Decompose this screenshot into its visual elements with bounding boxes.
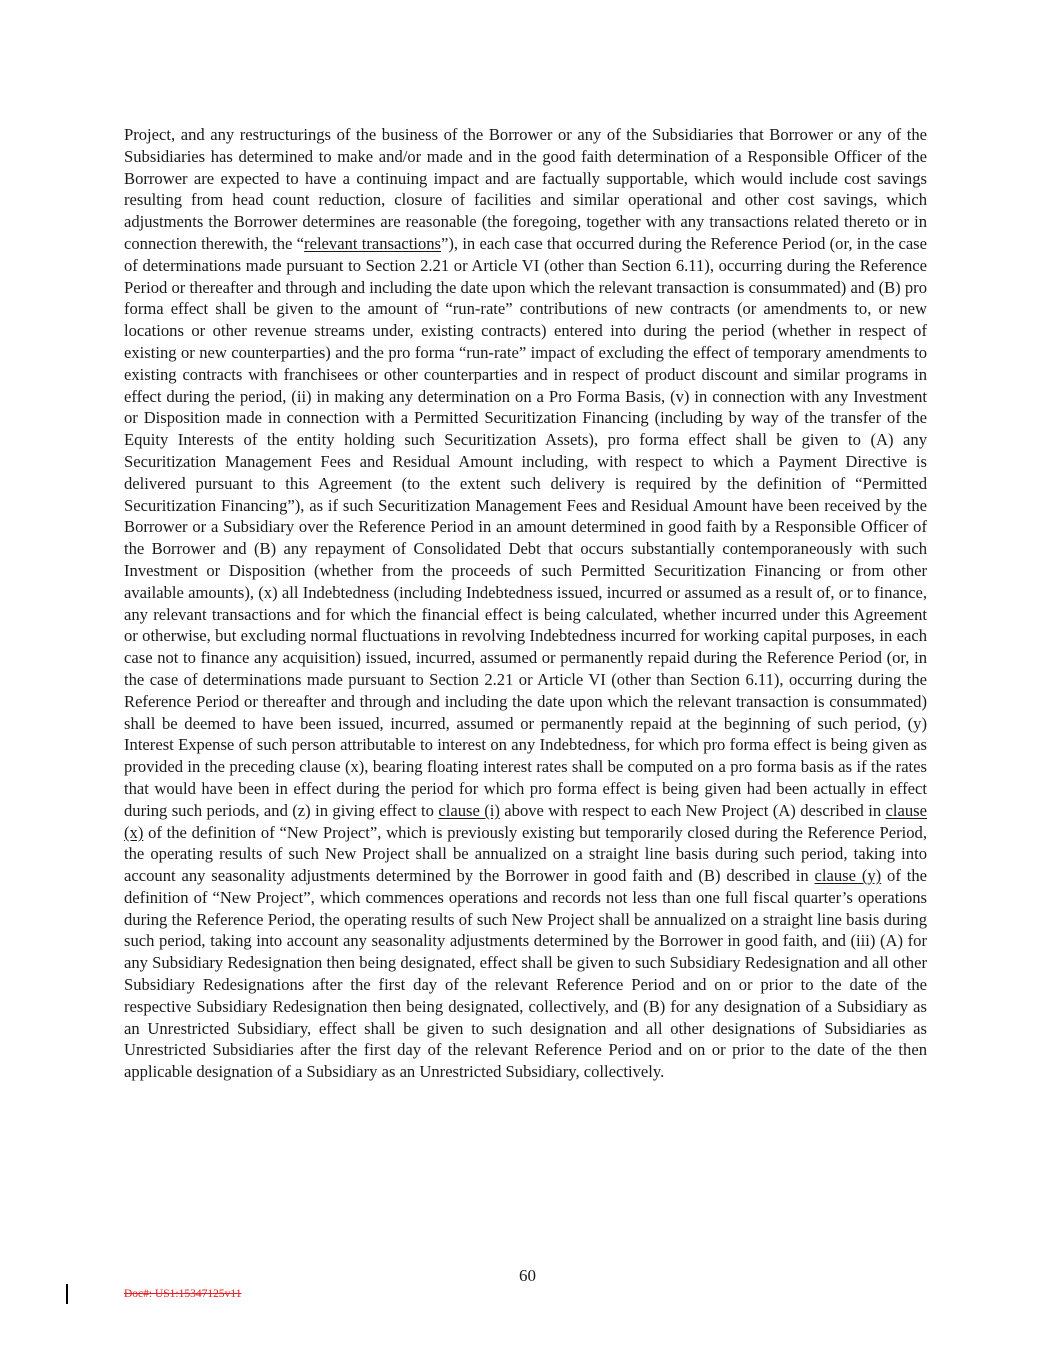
clause-reference-x: clause (x): [124, 800, 927, 842]
document-id-footer: Doc#: US1:15347125v11: [124, 1288, 242, 1300]
clause-reference-y: clause (y): [814, 866, 882, 886]
paragraph-text-3: above with respect to each New Project (A) described in: [499, 800, 886, 820]
body-paragraph: [124, 124, 927, 1083]
page-number: 60: [519, 1266, 536, 1285]
paragraph-text-1: Project, and any restructurings of the business of the Borrower or any of the Subsidiaries that Borrower or any of the Subsidiaries has determined to make and/or made and in the good faith determination of a Responsible Officer of the Borrower are expected to have a continuing impact and are factually supportable, which would include cost savings resulting from head count reduction, closure of facilities and similar operational and other cost savings, which adjustments the Borrower determines are reasonable (the foregoing, together with any transactions related thereto or in connection therewith, the “: [124, 125, 927, 253]
defined-term-relevant-transactions: relevant transactions: [304, 233, 442, 253]
paragraph-text-2: ”), in each case that occurred during the Reference Period (or, in the case of determinations made pursuant to Section 2.21 or Article VI (other than Section 6.11), occurring during the Reference Period or thereafter and through and including the date upon which the relevant transaction is consummated) and (B) pro forma effect shall be given to the amount of “run-rate” contributions of new contracts (or amendments to, or new locations or other revenue streams under, existing contracts) entered into during the period (whether in respect of existing or new counterparties) and the pro forma “run-rate” impact of excluding the effect of temporary amendments to existing contracts with franchisees or other counterparties and in respect of product discount and similar programs in effect during the period, (ii) in making any determination on a Pro Forma Basis, (v) in connection with any Investment or Disposition made in connection with a Permitted Securitization Financing (including by way of the transfer of the Equity Interests of the entity holding such Securitization Assets), pro forma effect shall be given to (A) any Securitization Management Fees and Residual Amount including, with respect to which a Payment Directive is delivered pursuant to this Agreement (to the extent such delivery is required by the definition of “Permitted Securitization Financing”), as if such Securitization Management Fees and Residual Amount have been received by the Borrower or a Subsidiary over the Reference Period in an amount determined in good faith by a Responsible Officer of the Borrower and (B) any repayment of Consolidated Debt that occurs substantially contemporaneously with such Investment or Disposition (whether from the proceeds of such Permitted Securitization Financing or from other available amounts), (x) all Indebtedness (including Indebtedness issued, incurred or assumed as a result of, or to finance, any relevant transactions and for which the financial effect is being calculated, whether incurred under this Agreement or otherwise, but excluding normal fluctuations in revolving Indebtedness incurred for working capital purposes, in each case not to finance any acquisition) issued, incurred, assumed or permanently repaid during the Reference Period (or, in the case of determinations made pursuant to Section 2.21 or Article VI (other than Section 6.11), occurring during the Reference Period or thereafter and through and including the date upon which the relevant transaction is consummated) shall be deemed to have been issued, incurred, assumed or permanently repaid at the beginning of such period, (y) Interest Expense of such person attributable to interest on any Indebtedness, for which pro forma effect is being given as provided in the preceding clause (x), bearing floating interest rates shall be computed on a pro forma basis as if the rates that would have been in effect during the period for which pro forma effect is being given had been actually in effect during such periods, and (z) in giving effect to: [124, 233, 928, 820]
clause-reference-i: clause (i): [438, 800, 500, 820]
paragraph-text-5: of the definition of “New Project”, which commences operations and records not less than one full fiscal quarter’s operations during the Reference Period, the operating results of such New Project shall be annualized on a straight line basis during such period, taking into account any seasonality adjustments determined by the Borrower in good faith, and (iii) (A) for any Subsidiary Redesignation then being designated, effect shall be given to such Subsidiary Redesignation and all other Subsidiary Redesignations after the first day of the relevant Reference Period and on or prior to the date of the respective Subsidiary Redesignation then being designated, collectively, and (B) for any designation of a Subsidiary as an Unrestricted Subsidiary, effect shall be given to such designation and all other designations of Subsidiaries as Unrestricted Subsidiaries after the first day of the relevant Reference Period and on or prior to the date of the then applicable designation of a Subsidiary as an Unrestricted Subsidiary, collectively.: [124, 866, 927, 1082]
revision-change-bar: [66, 1284, 68, 1304]
paragraph-text-4: of the definition of “New Project”, which is previously existing but temporarily closed during the Reference Period, the operating results of such New Project shall be annualized on a straight line basis during such period, taking into account any seasonality adjustments determined by the Borrower in good faith and (B) described in: [124, 822, 927, 886]
